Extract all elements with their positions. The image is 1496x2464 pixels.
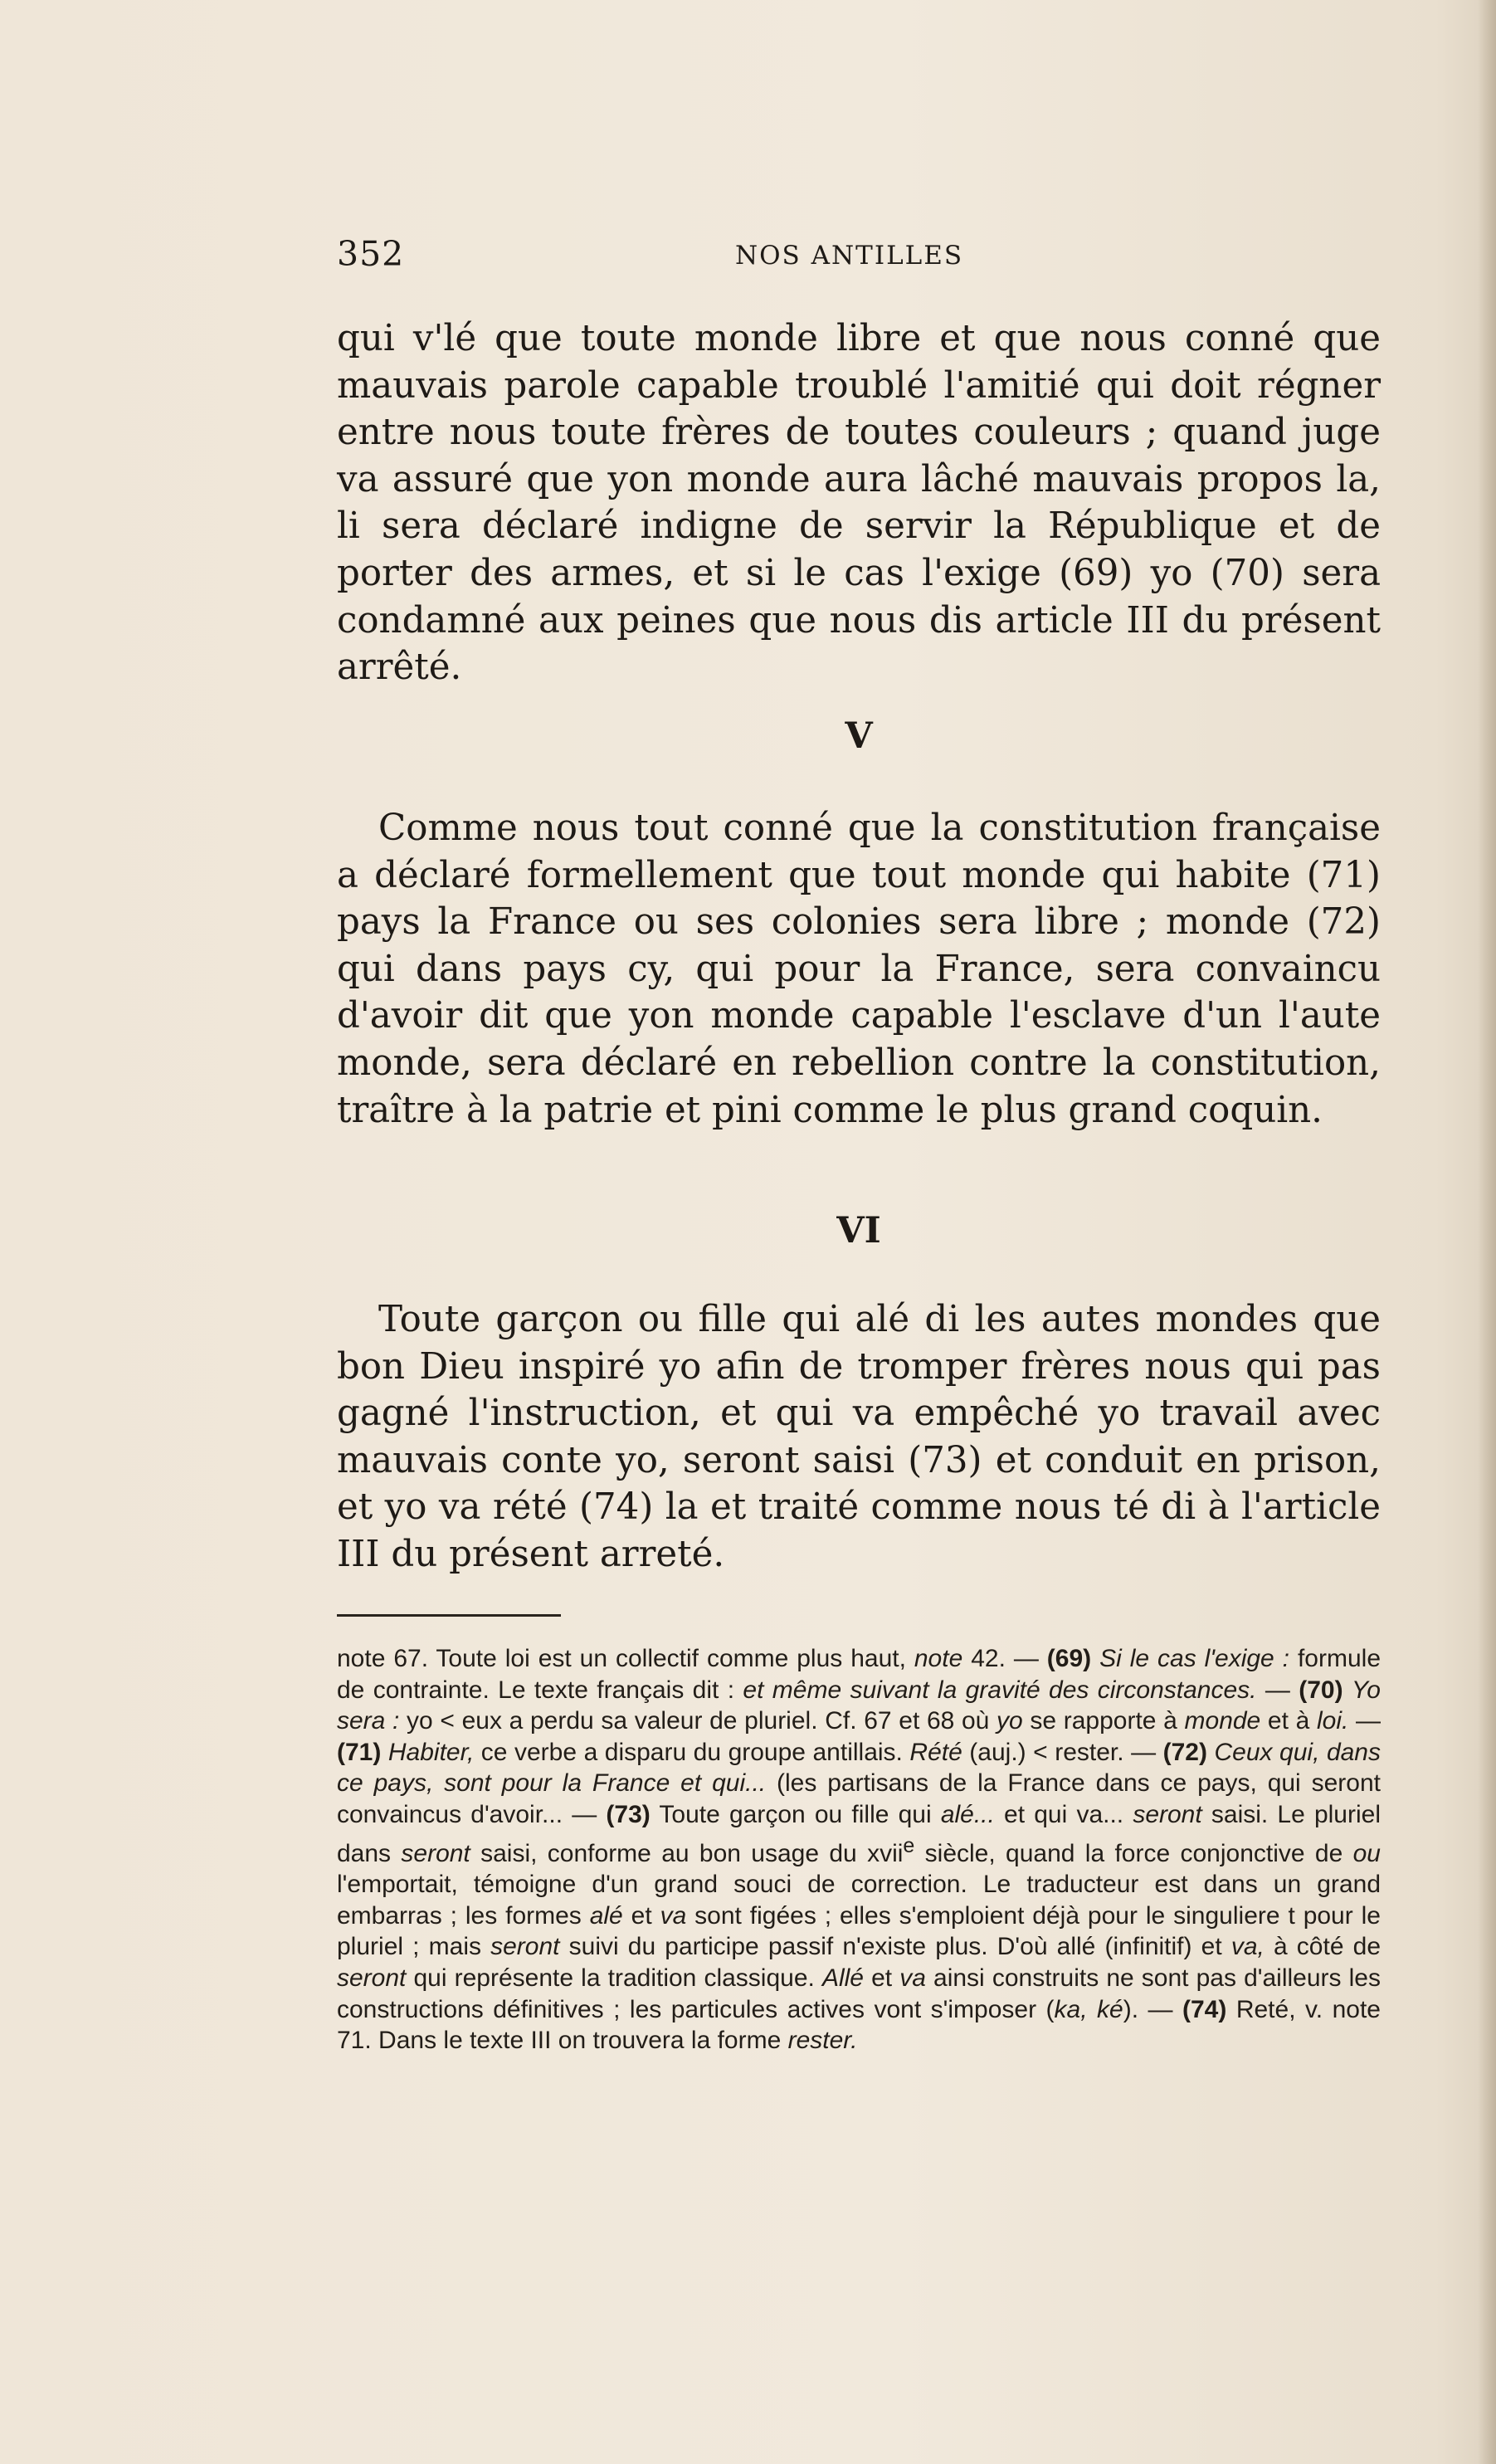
footnote-text: yo < eux a perdu sa valeur de pluriel. Cf. 67 et 68 où: [399, 1707, 997, 1735]
footnote-number: (74): [1182, 1995, 1227, 2023]
footnote-text: seront: [1133, 1800, 1202, 1828]
footnote-text: ou: [1352, 1839, 1381, 1867]
footnote-text: seront: [337, 1964, 407, 1992]
footnote-text: —: [1256, 1676, 1299, 1704]
footnote-text: va: [899, 1964, 926, 1992]
footnote-text: (auj.) < rester. —: [962, 1738, 1163, 1766]
footnote-text: Allé: [821, 1964, 864, 1992]
footnote-text: rester.: [787, 2027, 858, 2055]
footnote-number: (73): [606, 1800, 651, 1828]
footnote-text: [381, 1739, 388, 1766]
page-header: [337, 234, 1391, 276]
footnote-text: va: [660, 1901, 687, 1930]
footnote-text: note: [914, 1645, 963, 1672]
footnote-text: alé: [589, 1901, 623, 1930]
footnote-text: seront: [401, 1839, 470, 1867]
footnote-text: sont figées ; elles s'emploient déjà pour le singuliere t pour le pluriel ; mais: [337, 1901, 1381, 1961]
footnote-text: et à: [1260, 1707, 1317, 1735]
footnote-text: [1091, 1645, 1099, 1672]
footnote-number: (69): [1046, 1645, 1092, 1672]
paragraph-article-iv-end: qui v'lé que toute monde libre et que nous conné que mauvais parole capable troublé l'amitié qui doit régner entre nous toute frères de toutes couleurs ; quand juge va assuré que yon monde aura lâché mauvais propos la, li sera déclaré indigne de servir la République et de porter des armes, et si le cas l'exige (69) yo (70) sera condamné aux peines que nous dis article III du présent arrêté.: [337, 318, 1381, 689]
running-head: NOS ANTILLES: [735, 241, 964, 271]
footnote-superscript: e: [903, 1833, 915, 1857]
footnote-text: ka, ké: [1054, 1995, 1123, 2023]
footnote-text: ainsi construits ne sont pas d'ailleurs les constructions définitives ; les particules actives vont s'imposer (: [337, 1964, 1381, 2023]
paragraph-article-v: Comme nous tout conné que la constitution française a déclaré formellement que tout monde qui habite (71) pays la France ou ses colonies sera libre ; monde (72) qui dans pays cy, qui pour la France, sera convaincu d'avoir dit que yon monde capable l'esclave d'un l'aute monde, sera déclaré en rebellion contre la constitution, traître à la patrie et pini comme le plus grand coquin.: [337, 808, 1381, 1131]
footnote-text: [1343, 1676, 1352, 1704]
footnote-text: et: [864, 1964, 900, 1992]
footnote-divider: [337, 1614, 561, 1617]
footnote-text: et: [622, 1901, 660, 1930]
footnote-text: loi.: [1316, 1707, 1349, 1735]
footnote-text: seront: [490, 1933, 560, 1961]
footnote-text: et qui va...: [994, 1800, 1133, 1828]
footnote-text: ). —: [1123, 1995, 1182, 2023]
footnote-text: Ceux qui, dans ce pays, sont pour la France et qui...: [337, 1738, 1381, 1798]
footnote-text: se rapporte à: [1022, 1707, 1185, 1735]
footnote-text: qui représente la tradition classique.: [406, 1964, 822, 1992]
footnote-text: Reté, v. note 71. Dans le texte III on trouvera la forme: [337, 1995, 1381, 2055]
footnote-text: suivi du participe passif n'existe plus. D'où allé (infinitif) et: [559, 1933, 1231, 1961]
footnote-number: (71): [337, 1738, 382, 1766]
footnote-text: monde: [1184, 1707, 1261, 1735]
page-edge-shadow: [1478, 0, 1496, 2464]
footnote-text: —: [1348, 1707, 1381, 1735]
footnote-text: Yo sera :: [337, 1676, 1381, 1735]
footnote-text: 42. —: [962, 1645, 1047, 1672]
section-heading-vi: VI: [836, 1210, 881, 1252]
footnote-text: formule de contrainte. Le texte français dit :: [337, 1645, 1381, 1704]
footnote-text: alé...: [940, 1800, 995, 1828]
footnote-text: et même suivant la gravité des circonstances.: [743, 1676, 1257, 1704]
footnote-text: l'emportait, témoigne d'un grand souci de correction. Le traducteur est dans un grand embarras ; les formes: [337, 1871, 1381, 1930]
footnote-text: (les partisans de la France dans ce pays, qui seront convaincus d'avoir... —: [337, 1769, 1381, 1828]
footnotes-block: [337, 1643, 1381, 2057]
footnote-text: Rété: [909, 1738, 962, 1766]
paragraph-article-vi: Toute garçon ou fille qui alé di les autes mondes que bon Dieu inspiré yo afin de tromper frères nous qui pas gagné l'instruction, et qui va empêché yo travail avec mauvais conte yo, seront saisi (73) et conduit en prison, et yo va rété (74) la et traité comme nous té di à l'article III du présent arreté.: [337, 1299, 1381, 1575]
footnote-text: à côté de: [1264, 1933, 1381, 1961]
footnote-text: saisi. Le pluriel dans: [337, 1800, 1381, 1867]
footnote-text: Habiter,: [387, 1738, 475, 1766]
footnote-text: Si le cas l'exige :: [1099, 1645, 1290, 1672]
footnote-text: [1207, 1739, 1215, 1766]
page-number: 352: [337, 234, 405, 274]
footnote-text: Toute garçon ou fille qui: [650, 1800, 941, 1828]
footnote-text: note 67. Toute loi est un collectif comme plus haut,: [337, 1645, 914, 1672]
footnote-text: ce verbe a disparu du groupe antillais.: [474, 1738, 910, 1766]
footnote-text: va,: [1230, 1933, 1265, 1961]
footnote-text: yo: [997, 1707, 1023, 1735]
section-heading-v: V: [845, 715, 873, 757]
footnote-number: (72): [1162, 1738, 1207, 1766]
footnote-text: siècle, quand la force conjonctive de: [914, 1839, 1353, 1867]
footnote-text: saisi, conforme au bon usage du xvii: [470, 1839, 904, 1867]
footnote-number: (70): [1299, 1676, 1343, 1704]
